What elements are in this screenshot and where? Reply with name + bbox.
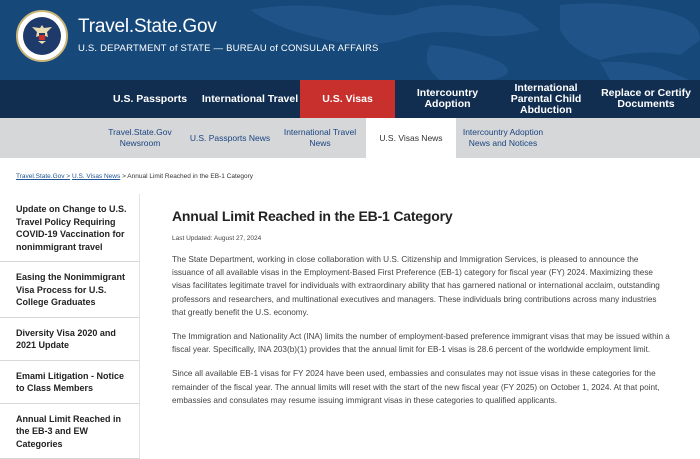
nav-international-travel[interactable]: International Travel xyxy=(200,80,300,118)
sidebar-item-covid-travel-policy[interactable]: Update on Change to U.S. Travel Policy Requiring COVID-19 Vaccination for nonimmigrant travel xyxy=(0,194,140,262)
article-paragraph: Since all available EB-1 visas for FY 2024 have been used, embassies and consulates may not issue visas in these categories for the remainder of the fiscal year. The annual limits will reset with the start of the new fiscal year (FY 2025) on October 1, 2024. At that point, embassies and consulates may resume issuing immigrant visas in these categories to qualified applicants. xyxy=(172,367,672,407)
page-title: Annual Limit Reached in the EB-1 Category xyxy=(172,208,672,224)
subnav-newsroom[interactable]: Travel.State.Gov Newsroom xyxy=(100,118,180,158)
sidebar-item-eb3-ew-limit[interactable]: Annual Limit Reached in the EB-3 and EW Categories xyxy=(0,404,140,459)
nav-replace-certify-documents[interactable]: Replace or Certify Documents xyxy=(592,80,700,118)
nav-intercountry-adoption[interactable]: Intercountry Adoption xyxy=(395,80,500,118)
article-paragraph: The Immigration and Nationality Act (INA) limits the number of employment-based preference immigrant visas that may be issued within a fiscal year. Specifically, INA 203(b)(1) provides that the annual limit for EB-1 visas is 28.6 percent of the worldwide employment limit. xyxy=(172,330,672,356)
subnav-passports-news[interactable]: U.S. Passports News xyxy=(185,118,275,158)
sidebar xyxy=(0,194,140,459)
nav-us-passports[interactable]: U.S. Passports xyxy=(100,80,200,118)
sidebar-item-diversity-visa[interactable]: Diversity Visa 2020 and 2021 Update xyxy=(0,318,140,361)
subnav-intercountry-adoption-news[interactable]: Intercountry Adoption News and Notices xyxy=(458,118,548,158)
sidebar-item-easing-visa-process[interactable]: Easing the Nonimmigrant Visa Process for U.S. College Graduates xyxy=(0,262,140,318)
site-header xyxy=(0,0,700,80)
breadcrumb-home-link[interactable]: Travel.State.Gov > xyxy=(16,173,70,180)
breadcrumb-visas-news-link[interactable]: U.S. Visas News xyxy=(72,173,120,180)
eagle-icon xyxy=(30,23,54,45)
nav-international-parental-child-abduction[interactable]: International Parental Child Abduction xyxy=(500,80,592,118)
department-seal[interactable] xyxy=(16,10,68,62)
world-map-background xyxy=(0,0,700,80)
site-title[interactable]: Travel.State.Gov xyxy=(78,16,217,38)
subnav-international-travel-news[interactable]: International Travel News xyxy=(280,118,360,158)
nav-us-visas[interactable]: U.S. Visas xyxy=(300,80,395,118)
subnav-visas-news[interactable]: U.S. Visas News xyxy=(366,118,456,158)
main-content xyxy=(172,194,672,407)
article-paragraph: The State Department, working in close collaboration with U.S. Citizenship and Immigration Services, is pleased to announce the issuance of all available visas in the Employment-Based First Preference (EB-1) category for fiscal year (FY) 2024. Maximizing these visas facilitates legitimate travel for individuals with extraordinary ability that has garnered national or international acclaim, outstanding professors and researchers, and multinational executives and managers. These individuals bring contributions across many industries that greatly benefit the U.S. economy. xyxy=(172,253,672,319)
last-updated: Last Updated: August 27, 2024 xyxy=(172,235,672,242)
site-subtitle: U.S. DEPARTMENT of STATE — BUREAU of CONSULAR AFFAIRS xyxy=(78,43,379,54)
breadcrumb-current: > Annual Limit Reached in the EB-1 Category xyxy=(122,173,253,180)
sidebar-item-emami-litigation[interactable]: Emami Litigation - Notice to Class Members xyxy=(0,361,140,404)
primary-nav xyxy=(0,80,700,118)
breadcrumb xyxy=(16,173,253,180)
secondary-nav xyxy=(0,118,700,158)
